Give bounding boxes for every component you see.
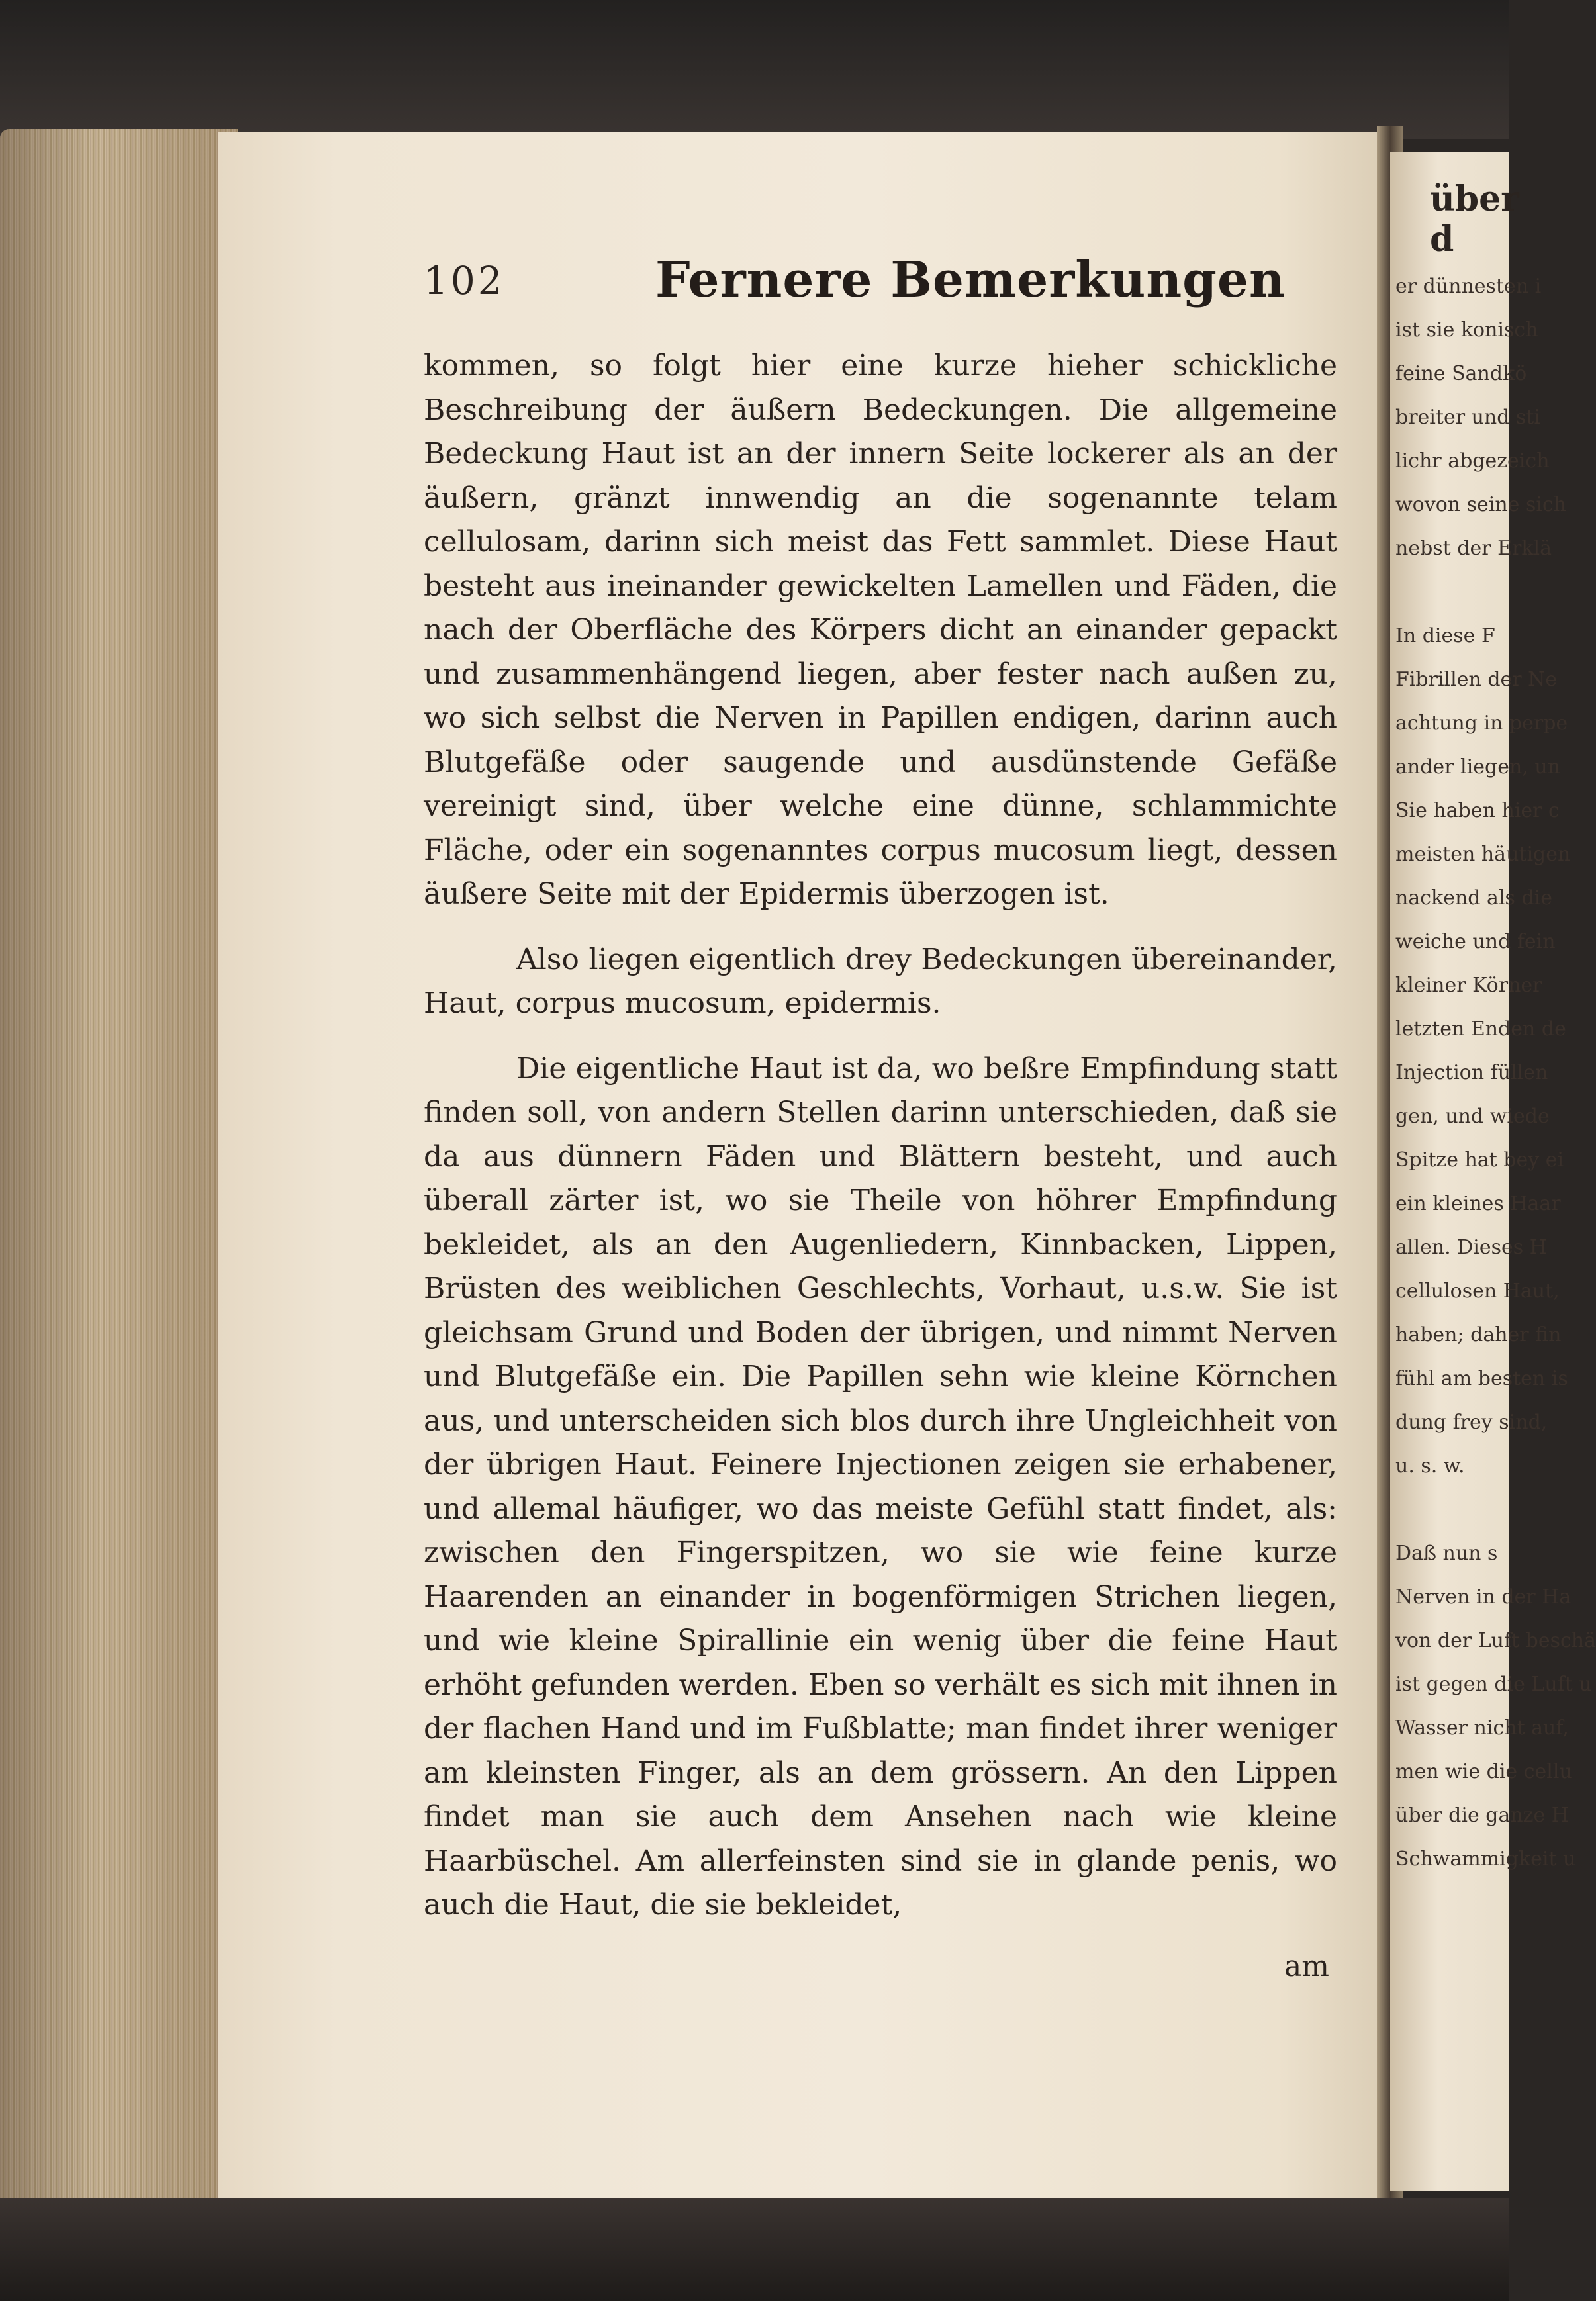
facing-page-line — [1395, 1488, 1596, 1532]
facing-page-line: men wie die cellu — [1395, 1760, 1572, 1783]
facing-page-line: Spitze hat bey ei — [1395, 1149, 1564, 1172]
facing-page-line: von der Luft beschä — [1395, 1629, 1596, 1652]
facing-page-line: Sie haben hier c — [1395, 799, 1560, 822]
facing-page-lines — [1395, 265, 1596, 1881]
paragraph-3: Die eigentliche Haut ist da, wo beßre Empfindung statt finden soll, von andern Stellen darinn unterschieden, daß sie da aus dünnern Fäden und Blättern besteht, und auch überall zärter ist, wo sie Theile von höhrer Empfindung bekleidet, als an den Augenliedern, Kinnbacken, Lippen, Brüsten des weiblichen Geschlechts, Vorhaut, u.s.w. Sie ist gleichsam Grund und Boden der übrigen, und nimmt Nerven und Blutgefäße ein. Die Papillen sehn wie kleine Körnchen aus, und unterscheiden sich blos durch ihre Ungleichheit von der übrigen Haut. Feinere Injectionen zeigen sie erhabener, und allemal häufiger, wo das meiste Gefühl statt findet, als: zwischen den Fingerspitzen, wo sie wie feine kurze Haarenden an einander in bogenförmigen Strichen liegen, und wie kleine Spirallinie ein wenig über die feine Haut erhöht gefunden werden. Eben so verhält es sich mit ihnen in der flachen Hand und im Fußblatte; man findet ihrer weniger am kleinsten Finger, als an dem grössern. An den Lippen findet man sie auch dem Ansehen nach wie kleine Haarbüschel. Am allerfeinsten sind sie in glande penis, wo auch die Haut, die sie bekleidet, — [424, 1051, 1338, 1922]
facing-page-line: dung frey sind, — [1395, 1411, 1548, 1434]
facing-page-line: In diese F — [1395, 624, 1495, 647]
facing-page-line: Schwammigkeit u — [1395, 1848, 1576, 1871]
facing-page-head: über d — [1430, 179, 1519, 259]
facing-page — [1390, 152, 1596, 2191]
facing-page-line: cellulosen Haut, — [1395, 1280, 1560, 1303]
facing-page-line: breiter und sti — [1395, 406, 1541, 429]
facing-page-line: Fibrillen der Ne — [1395, 668, 1558, 691]
paragraph-gap — [424, 917, 1337, 938]
facing-page-line: ander liegen, un — [1395, 755, 1560, 778]
page-header — [424, 252, 1337, 324]
running-head: Fernere Bemerkungen — [655, 252, 1286, 308]
facing-page-line: wovon seine sich — [1395, 493, 1567, 516]
facing-page-line: weiche und fein — [1395, 930, 1556, 953]
facing-page-line: letzten Enden de — [1395, 1017, 1566, 1041]
facing-page-line: feine Sandkö — [1395, 362, 1527, 385]
background-top — [0, 0, 1509, 139]
facing-page-line: haben; daher fin — [1395, 1323, 1562, 1346]
page-body — [424, 344, 1337, 1928]
facing-page-line: Daß nun s — [1395, 1542, 1498, 1565]
facing-page-line: ein kleines Haar — [1395, 1192, 1561, 1215]
facing-page-line: meisten häutigen — [1395, 843, 1571, 866]
background-bottom — [0, 2198, 1509, 2301]
facing-page-line: ist gegen die Luft u — [1395, 1673, 1592, 1696]
facing-page-line: Wasser nicht auf, — [1395, 1716, 1569, 1740]
facing-page-line: er dünnesten i — [1395, 275, 1542, 298]
paragraph-1: kommen, so folgt hier eine kurze hieher schickliche Beschreibung der äußern Bedeckungen. Die allgemeine Bedeckung Haut ist an der innern Seite lockerer als an der äußern, gränzt innwendig an die sogenannte telam cellulosam, darinn sich meist das Fett sammlet. Diese Haut besteht aus ineinander gewickelten Lamellen und Fäden, die nach der Oberfläche des Körpers dicht an einander gepackt und zusammenhängend liegen, aber fester nach außen zu, wo sich selbst die Nerven in Papillen endigen, darinn auch Blutgefäße oder saugende und ausdünstende Gefäße vereinigt sind, über welche eine dünne, schlammichte Fläche, oder ein sogenanntes corpus mucosum liegt, dessen äußere Seite mit der Epidermis überzogen ist. — [424, 349, 1337, 911]
facing-page-line: gen, und wiede — [1395, 1105, 1550, 1128]
facing-page-line: fühl am besten is — [1395, 1367, 1568, 1390]
facing-page-line — [1395, 571, 1596, 614]
paragraph-2: Also liegen eigentlich drey Bedeckungen übereinander, Haut, corpus mucosum, epidermis. — [424, 942, 1337, 1020]
facing-page-line: Nerven in der Ha — [1395, 1585, 1572, 1609]
catchword: am — [1284, 1949, 1329, 1983]
facing-page-line: achtung in perpe — [1395, 712, 1568, 735]
book-fore-edge-shade — [0, 129, 238, 2208]
facing-page-line: nackend als die — [1395, 886, 1552, 910]
facing-page-line: nebst der Erklä — [1395, 537, 1552, 560]
facing-page-line: Injection füllen — [1395, 1061, 1548, 1084]
facing-page-line: kleiner Körner — [1395, 974, 1542, 997]
page-number: 102 — [424, 258, 505, 303]
facing-page-line: allen. Dieses H — [1395, 1236, 1547, 1259]
facing-page-line: u. s. w. — [1395, 1454, 1465, 1478]
paragraph-gap — [424, 1026, 1337, 1047]
facing-page-line: lichr abgezeich — [1395, 449, 1550, 473]
facing-page-line: über die ganze H — [1395, 1804, 1569, 1827]
facing-page-line: ist sie konisch — [1395, 318, 1538, 342]
